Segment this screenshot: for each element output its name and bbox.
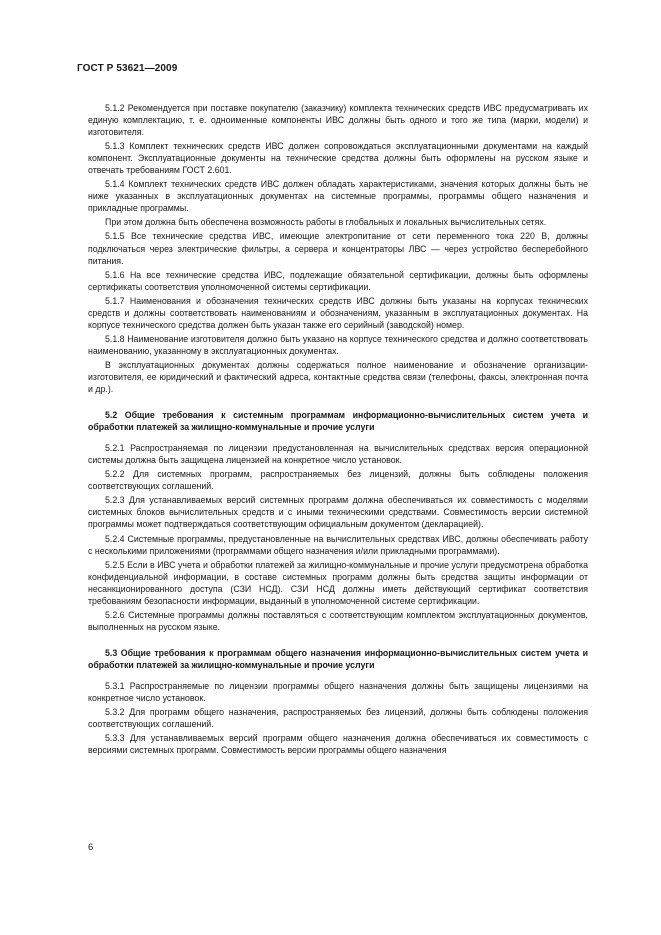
- paragraph: 5.2.3 Для устанавливаемых версий системных программ должна обеспечиваться их совместимость с моделями системных блоков вычислительных средств и с иными техническими средствами. Совместимость версии системной программы может подтверждаться соответствующим официальным документом (декларацией).: [88, 495, 588, 530]
- paragraph: 5.2.1 Распространяемая по лицензии предустановленная на вычислительных средствах версия операционной системы должна быть защищена лицензией на конкретное число установок.: [88, 443, 588, 466]
- section-heading: 5.2 Общие требования к системным программам информационно-вычислительных систем учета и обработки платежей за жилищно-коммунальные и прочие услуги: [88, 410, 588, 433]
- page-number: 6: [88, 842, 94, 853]
- paragraph: 5.2.2 Для системных программ, распространяемых без лицензий, должны быть соблюдены положения соответствующих соглашений.: [88, 469, 588, 492]
- paragraph: 5.3.3 Для устанавливаемых версий программ общего назначения должна обеспечиваться их совместимость с версиями системных программ. Совместимость версии программы общего назначения: [88, 733, 588, 756]
- paragraph: При этом должна быть обеспечена возможность работы в глобальных и локальных вычислительных сетях.: [105, 217, 547, 228]
- paragraph: 5.1.4 Комплект технических средств ИВС должен обладать характеристиками, значения которых должны быть не ниже указанных в эксплуатационных документах на системные программы, программы общего назначения и прикладные программы.: [88, 179, 588, 214]
- paragraph: 5.2.4 Системные программы, предустановленные на вычислительных средствах ИВС, должны обеспечивать работу с несколькими приложениями (программами общего назначения и/или прикладными программами).: [88, 533, 588, 556]
- paragraph: 5.1.8 Наименование изготовителя должно быть указано на корпусе технического средства и должно соответствовать наименованию, указанному в эксплуатационных документах.: [88, 333, 588, 356]
- paragraph: 5.1.7 Наименования и обозначения технических средств ИВС должны быть указаны на корпусах технических средств и должны соответствовать наименованиям и обозначениям, указанным в эксплуатационных документах. На корпусе технического средства должен быть указан также его серийный (заводской) номер.: [88, 295, 588, 330]
- standard-header: ГОСТ Р 53621—2009: [77, 63, 178, 74]
- paragraph: 5.2.6 Системные программы должны поставляться с соответствующим комплектом эксплуатационных документов, выполненных на русском языке.: [88, 609, 588, 632]
- paragraph: 5.1.2 Рекомендуется при поставке покупателю (заказчику) комплекта технических средств ИВС предусматривать их единую комплектацию, т. е. одноименные компоненты ИВС должны быть одного и того же типа (марки, модели) и изготовителя.: [88, 103, 588, 138]
- paragraph: 5.1.5 Все технические средства ИВС, имеющие электропитание от сети переменного тока 220 В, должны подключаться через электрические фильтры, а сервера и концентраторы ЛВС — через устройство бесперебойного питания.: [88, 231, 588, 266]
- paragraph: 5.1.6 На все технические средства ИВС, подлежащие обязательной сертификации, должны быть оформлены сертификаты соответствия уполномоченной системы сертификации.: [88, 269, 588, 292]
- paragraph: 5.3.2 Для программ общего назначения, распространяемых без лицензий, должны быть соблюдены положения соответствующих соглашений.: [88, 707, 588, 730]
- paragraph: 5.2.5 Если в ИВС учета и обработки платежей за жилищно-коммунальные и прочие услуги предусмотрена обработка конфиденциальной информации, в составе системных программ должны быть средства защиты информации от несанкционированного доступа (СЗИ НСД). СЗИ НСД должны иметь действующий сертификат соответствия требованиям безопасности информации, выданный в уполномоченной системе сертификации.: [88, 559, 588, 606]
- paragraph: 5.1.3 Комплект технических средств ИВС должен сопровождаться эксплуатационными документами на каждый компонент. Эксплуатационные документы на технические средства должны быть оформлены на русском языке и отвечать требованиям ГОСТ 2.601.: [88, 141, 588, 176]
- section-heading: 5.3 Общие требования к программам общего назначения информационно-вычислительных систем учета и обработки платежей за жилищно-коммунальные и прочие услуги: [88, 647, 588, 670]
- paragraph: 5.3.1 Распространяемые по лицензии программы общего назначения должны быть защищены лицензиями на конкретное число установок.: [88, 680, 588, 704]
- paragraph: В эксплуатационных документах должны содержаться полное наименование и обозначение организации-изготовителя, ее юридический и фактический адреса, контактные средства связи (телефоны, факсы, электронная почта и др.).: [88, 359, 588, 395]
- document-body: [88, 102, 588, 758]
